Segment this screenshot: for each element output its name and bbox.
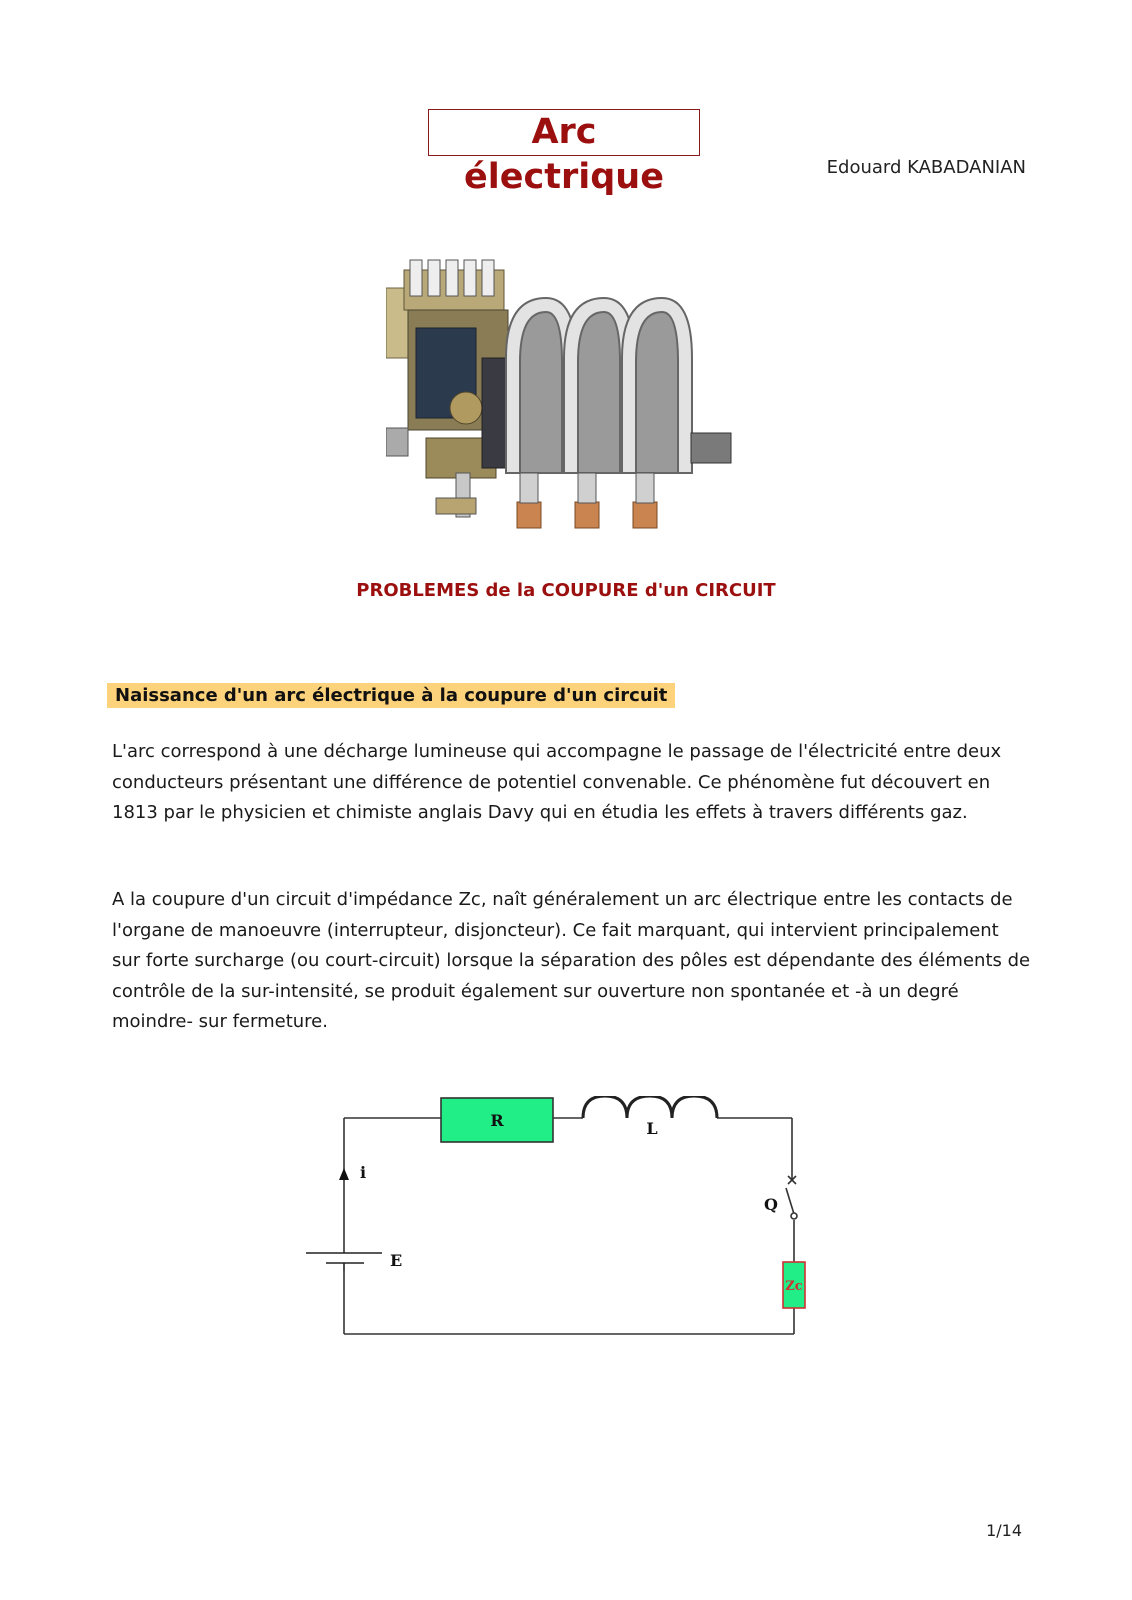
page-number: 1/14 [986, 1521, 1022, 1540]
battery-symbol [306, 1253, 382, 1271]
current-arrow-icon [339, 1168, 349, 1180]
switch-symbol [786, 1176, 797, 1219]
document-title: Arc électrique [428, 109, 700, 156]
inductor-symbol [583, 1096, 717, 1118]
paragraph-1: L'arc correspond à une décharge lumineuse qui accompagne le passage de l'électricité entre deux conducteurs présentant une différence de potentiel convenable. Ce phénomène fut découvert en 1813 par le physicien et chimiste anglais Davy qui en étudia les effets à travers différents gaz. [112, 741, 1002, 823]
switch-label: Q [764, 1195, 778, 1214]
section-heading: Naissance d'un arc électrique à la coupure d'un circuit [107, 683, 675, 708]
load-label: Zc [785, 1279, 803, 1294]
source-label: E [390, 1251, 403, 1270]
current-label: i [360, 1163, 367, 1182]
author-name: Edouard KABADANIAN [826, 157, 1026, 178]
resistor-label: R [490, 1111, 504, 1130]
contactor-photo [386, 258, 746, 548]
paragraph-2: A la coupure d'un circuit d'impédance Zc, naît généralement un arc électrique entre les contacts de l'organe de manoeuvre (interrupteur, disjoncteur). Ce fait marquant, qui intervient principalement sur forte surcharge (ou court-circuit) lorsque la séparation des pôles est dépendante des éléments de contrôle de la sur-intensité, se produit également sur ouverture non spontanée et -à un degré moindre- sur fermeture. [112, 889, 1031, 1032]
circuit-diagram [300, 1096, 840, 1366]
inductor-label: L [646, 1119, 658, 1138]
section-subtitle: PROBLEMES de la COUPURE d'un CIRCUIT [356, 580, 776, 601]
